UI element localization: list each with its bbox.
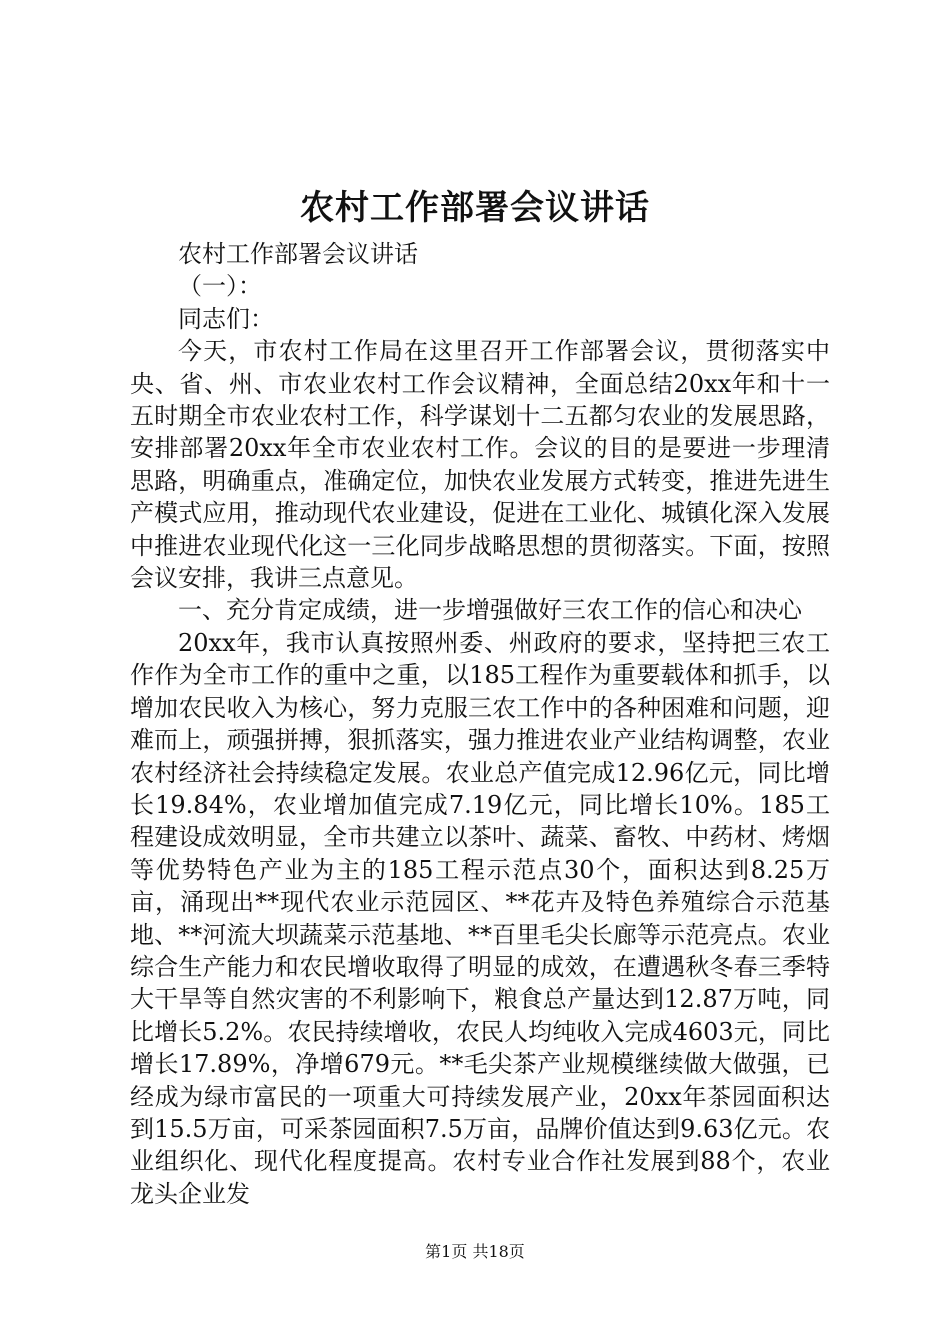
- paragraph-salutation: 同志们：: [178, 304, 274, 333]
- paragraph-heading-one: 一、充分肯定成绩，进一步增强做好三农工作的信心和决心: [178, 596, 802, 625]
- paragraph-achievements: 20xx年，我市认真按照州委、州政府的要求，坚持把三农工作作为全市工作的重中之重，以185工程作为重要载体和抓手，以增加农民收入为核心，努力克服三农工作中的各种困难和问题，迎难而上，顽强拼搏，狠抓落实，强力推进农业产业结构调整，农业农村经济社会持续稳定发展。农业总产值完成12.96亿元，同比增长19.84%，农业增加值完成7.19亿元，同比增长10%。185工程建设成效明显，全市共建立以茶叶、蔬菜、畜牧、中药材、烤烟等优势特色产业为主的185工程示范点30个，面积达到8.25万亩，涌现出**现代农业示范园区、**花卉及特色养殖综合示范基地、**河流大坝蔬菜示范基地、**百里毛尖长廊等示范亮点。农业综合生产能力和农民增收取得了明显的成效，在遭遇秋冬春三季特大干旱等自然灾害的不利影响下，粮食总产量达到12.87万吨，同比增长5.2%。农民持续增收，农民人均纯收入完成4603元，同比增长17.89%，净增679元。**毛尖茶产业规模继续做大做强，已经成为绿市富民的一项重大可持续发展产业，20xx年茶园面积达到15.5万亩，可采茶园面积7.5万亩，品牌价值达到9.63亿元。农业组织化、现代化程度提高。农村专业合作社发展到88个，农业龙头企业发: [130, 628, 830, 1208]
- paragraph-section-number: （一）：: [178, 272, 262, 301]
- paragraph-intro: 今天，市农村工作局在这里召开工作部署会议，贯彻落实中央、省、州、市农业农村工作会议精神，全面总结20xx年和十一五时期全市农业农村工作，科学谋划十二五都匀农业的发展思路，安排部署20xx年全市农业农村工作。会议的目的是要进一步理清思路，明确重点，准确定位，加快农业发展方式转变，推进先进生产模式应用，推动现代农业建设，促进在工业化、城镇化深入发展中推进农业现代化这一三化同步战略思想的贯彻落实。下面，按照会议安排，我讲三点意见。: [130, 337, 830, 593]
- page-footer: 第1页 共18页: [425, 1242, 525, 1261]
- document-title: 农村工作部署会议讲话: [300, 188, 650, 228]
- paragraph-subtitle: 农村工作部署会议讲话: [178, 240, 418, 268]
- document-body: [130, 238, 830, 1210]
